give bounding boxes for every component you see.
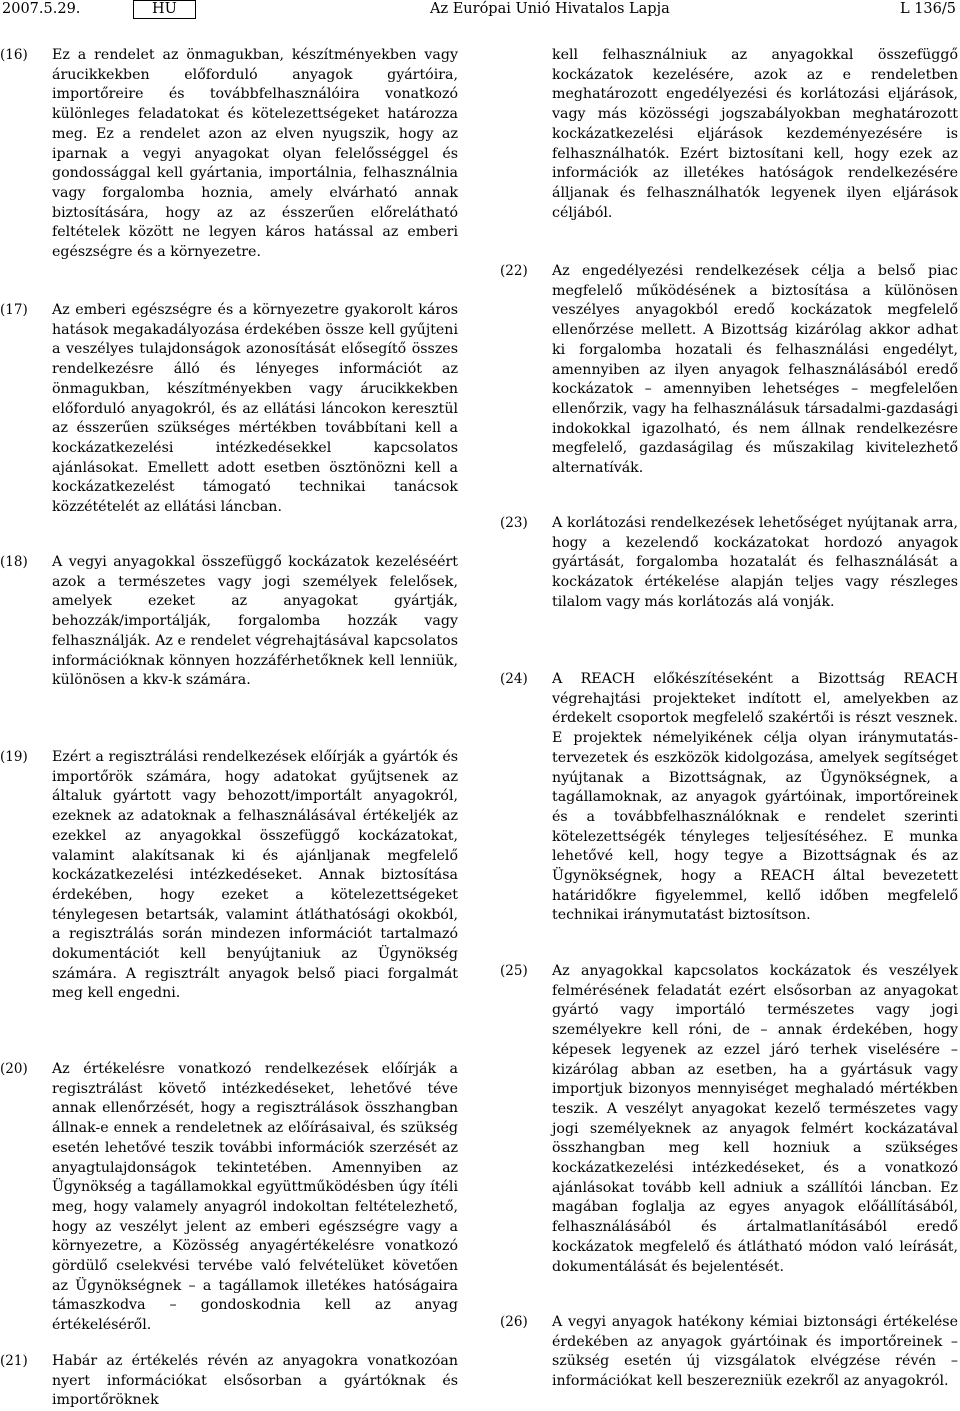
journal-title: Az Európai Unió Hivatalos Lapja xyxy=(430,1,670,17)
recital-text: Az értékelésre vonatkozó rendelkezések előírják a regisztrálást követő intézkedéseket, lehetővé téve annak ellenőrzését, hogy a regisztrálások összhangban állnak-e ennek a rendeletnek az előírásaival, és szükség esetén lehetővé teszik további információk szerzését az anyagtulajdonságok tekintetében. Amennyiben az Ügynökség a tagállamokkal együttműködésben úgy ítéli meg, hogy valamely anyagról indokoltan feltételezhető, hogy az veszélyt jelent az emberi egészségre vagy a környezetre, a Közösség anyagértékelésre vonatkozó gördülő cselekvési tervébe való felvételüket követően az Ügynökségnek – a tagállamok illetékes hatóságaira támaszkodva – gondoskodnia kell az anyag értékeléséről. xyxy=(52,1061,458,1334)
recital-text: A korlátozási rendelkezések lehetőséget nyújtanak arra, hogy a kezelendő kockázatokat hordozó anyagok gyártását, forgalomba hozatalát és felhasználását a kockázatok értékelése alapján teljes vagy részleges tilalom vagy más korlátozás alá vonják. xyxy=(552,515,958,610)
recital-number: (25) xyxy=(500,963,528,979)
recital-number: (16) xyxy=(0,47,28,63)
recital-number: (18) xyxy=(0,554,28,570)
recital-number: (17) xyxy=(0,302,28,318)
publication-date: 2007.5.29. xyxy=(2,1,81,17)
recital-number: (24) xyxy=(500,671,528,687)
recital-text: A vegyi anyagokkal összefüggő kockázatok kezeléséért azok a természetes vagy jogi személyek felelősek, amelyek ezeket az anyagokat gyártják, behozzák/importálják, forgalomba hozzák vagy felhasználják. Az e rendelet végrehajtásával kapcsolatos információknak könnyen hozzáférhetőknek kell lenniük, különösen a kkv-k számára. xyxy=(52,554,458,689)
recital-text: Ezért a regisztrálási rendelkezések előírják a gyártók és importőrök számára, hogy adatokat gyűjtsenek az általuk gyártott vagy behozott/importált anyagokról, ezeknek az adatoknak a felhasználásával értékeljék az ezekkel az anyagokkal összefüggő kockázatokat, valamint alakítsanak ki és ajánljanak megfelelő kockázatkezelési intézkedéseket. Annak biztosítása érdekében, hogy ezeket a kötelezettségeket ténylegesen betartsák, valamint átláthatósági okokból, a regisztrálás során mindezen információt tartalmazó dokumentációt kell benyújtaniuk az Ügynökség számára. A regisztrált anyagok belső piaci forgalmát meg kell engedni. xyxy=(52,749,458,1002)
page-number: L 136/5 xyxy=(899,1,956,17)
recital-number: (19) xyxy=(0,749,28,765)
recital-number: (22) xyxy=(500,263,528,279)
recital-text: A REACH előkészítéseként a Bizottság REACH végrehajtási projekteket indított el, amelyekben az érdekelt csoportok megfelelő szakértői is részt vesznek. E projektek némelyikének célja olyan iránymutatás-tervezetek és eszközök kidolgozása, amelyek segítséget nyújtanak a Bizottságnak, az Ügynökségnek, a tagállamoknak, az anyagok gyártóinak, importőreinek és a továbbfelhasználóknak e rendelet szerinti kötelezettségék tényleges teljesítéséhez. E munka lehetővé kell, hogy tegye a Bizottságnak és az Ügynökségnek, hogy a REACH által bevezetett határidőkre figyelemmel, kellő időben megfelelő technikai iránymutatást biztosítson. xyxy=(552,671,958,924)
recital-number: (26) xyxy=(500,1314,528,1330)
recital-text: A vegyi anyagok hatékony kémiai biztonsági értékelése érdekében az anyagok gyártóinak és importőreinek – szükség esetén új vizsgálatok elvégzése révén – információkat kell beszerezniük ezekről az anyagokról. xyxy=(552,1314,958,1390)
recital-text: Az engedélyezési rendelkezések célja a belső piac megfelelő működésének a biztosítása a különösen veszélyes anyagokból eredő kockázatok megfelelő ellenőrzése mellett. A Bizottság kizárólag akkor adhat ki forgalomba hozatali és felhasználási engedélyt, amennyiben az ilyen anyagok felhasználásából eredő kockázatok – amennyiben lehetséges – megfelelően ellenőrzik, vagy ha felhasználásuk társadalmi-gazdasági indokokkal igazolható, és nem állnak rendelkezésre megfelelő, gazdaságilag és műszakilag kivitelezhető alternatívák. xyxy=(552,263,958,477)
recital-number: (21) xyxy=(0,1353,28,1369)
page-header xyxy=(0,0,960,26)
recital-number: (23) xyxy=(500,515,528,531)
recital-text: Ez a rendelet az önmagukban, készítményekben vagy árucikkekben előforduló anyagok gyártóira, importőreire és továbbfelhasználóira vonatkozó különleges feladatokat és kötelezettségeket határozza meg. Ez a rendelet azon az elven nyugszik, hogy az iparnak a vegyi anyagokat olyan felelősséggel és gondossággal kell gyártania, importálnia, felhasználnia vagy forgalomba hoznia, amely elvárható annak biztosítására, hogy az az ésszerűen előrelátható feltételek között ne legyen káros hatással az emberi egészségre és a környezetre. xyxy=(52,47,458,261)
recital-text: kell felhasználniuk az anyagokkal összefüggő kockázatok kezelésére, azok az e rendeletben meghatározott engedélyezési és korlátozási eljárások, vagy más közösségi jogszabályokban meghatározott kockázatkezelési eljárások kezdeményezésére is felhasználhatók. Ezért biztosítani kell, hogy ezek az információk az illetékes hatóságok rendelkezésére álljanak és felhasználhatók legyenek ilyen eljárások céljából. xyxy=(552,47,958,221)
recital-text: Az anyagokkal kapcsolatos kockázatok és veszélyek felmérésének feladatát ezért elsősorban az anyagokat gyártó vagy importáló természetes vagy jogi személyekre kell róni, de – annak érdekében, hogy képesek legyenek az ezzel járó terhek viselésére – kizárólag abban az esetben, ha a gyártásuk vagy importjuk bizonyos mennyiséget meghaladó mértékben teszik. A veszélyt anyagokat kezelő természetes vagy jogi személyeknek az anyagok felmért kockázatával összhangban meg kell hozniuk a szükséges kockázatkezelési intézkedéseket, és a vonatkozó ajánlásokat tovább kell adniuk a szállítói láncban. Ez magában foglalja az egyes anyagok előállításából, felhasználásából és ártalmatlanításából eredő kockázatok megfelelő és átlátható módon való leírását, dokumentálását és bejelentését. xyxy=(552,963,958,1275)
recital-text: Az emberi egészségre és a környezetre gyakorolt káros hatások megakadályozása érdekében össze kell gyűjteni a veszélyes tulajdonságok azonosítását elősegítő összes rendelkezésre álló és lényeges információt az önmagukban, készítményekben vagy árucikkekben előforduló anyagokról, és az ellátási láncokon keresztül az ésszerűen szükséges mértékben továbbítani kell a kockázatkezelési intézkedésekkel kapcsolatos ajánlásokat. Emellett adott esetben ösztönözni kell a kockázatkezelést támogató technikai tanácsok közzétételét az ellátási láncban. xyxy=(52,302,458,516)
recital-text: Habár az értékelés révén az anyagokra vonatkozóan nyert információkat elsősorban a gyártóknak és importőröknek xyxy=(52,1353,458,1409)
language-code-box: HU xyxy=(133,0,196,19)
recital-number: (20) xyxy=(0,1061,28,1077)
